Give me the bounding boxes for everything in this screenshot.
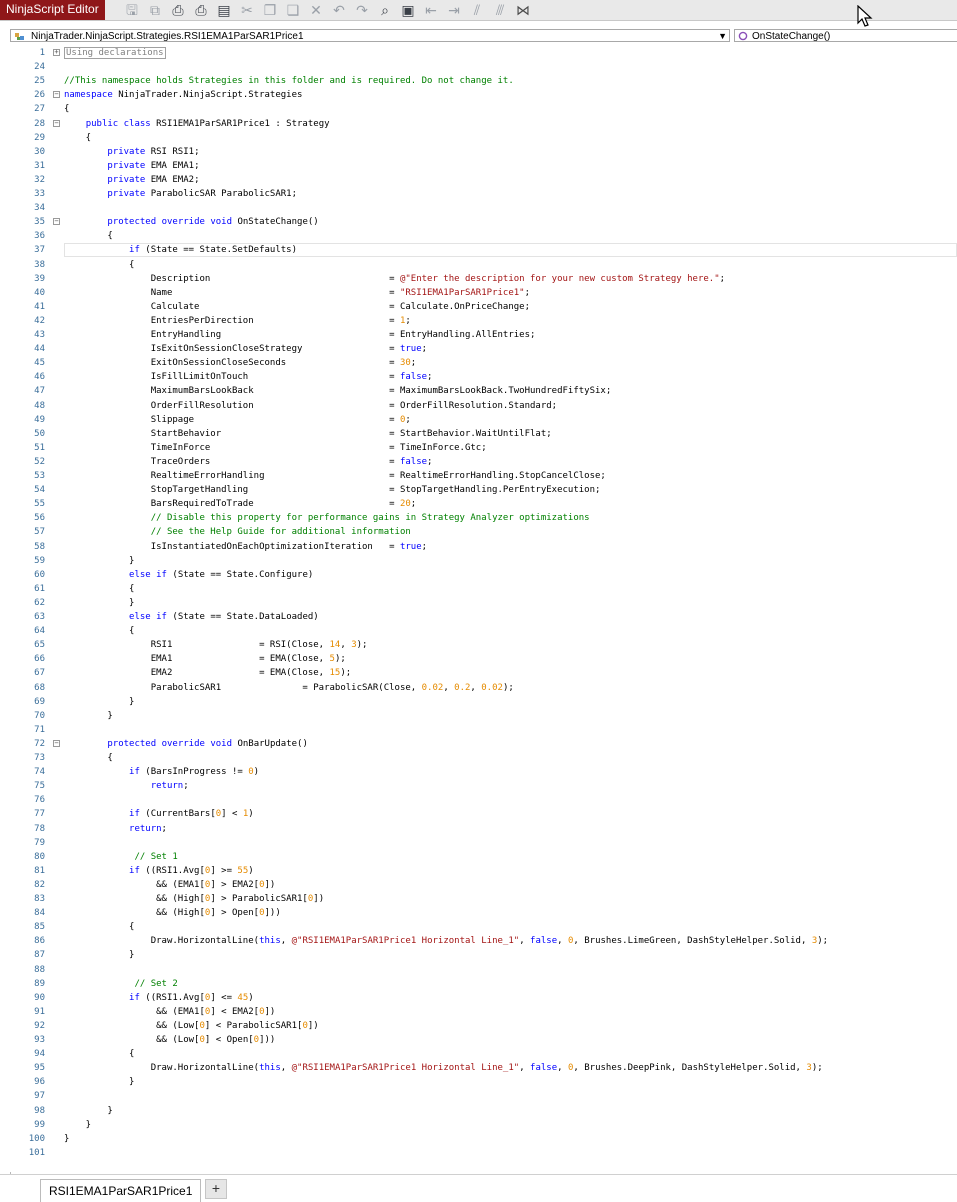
code-text: private RSI RSI1; xyxy=(107,146,200,157)
code-line[interactable] xyxy=(10,300,957,314)
code-text: { xyxy=(64,1049,135,1060)
code-line[interactable] xyxy=(10,384,957,398)
code-line[interactable] xyxy=(10,258,957,272)
line-number: 65 xyxy=(34,640,45,651)
code-text: Description = @"Enter the description for your new custom Strategy here."; xyxy=(64,273,726,284)
code-text: } xyxy=(64,1105,113,1116)
visual-studio-icon[interactable]: ⋈ xyxy=(516,2,530,18)
code-line[interactable] xyxy=(10,850,957,864)
line-number: 41 xyxy=(34,301,45,312)
code-line[interactable] xyxy=(10,74,957,88)
line-number: 72 xyxy=(34,738,45,749)
line-number: 71 xyxy=(34,724,45,735)
indent-icon[interactable]: ⇥ xyxy=(448,2,460,18)
code-line[interactable] xyxy=(10,723,957,737)
line-number: 47 xyxy=(34,386,45,397)
line-number: 39 xyxy=(34,273,45,284)
print-preview-icon[interactable]: ⎙ xyxy=(195,2,207,18)
code-text: OrderFillResolution = OrderFillResolution.Standard; xyxy=(64,400,558,411)
document-tab-bar xyxy=(0,1174,957,1201)
code-text: { xyxy=(64,753,113,763)
delete-icon[interactable]: ✕ xyxy=(310,2,322,18)
code-line[interactable] xyxy=(10,1019,957,1033)
chevron-down-icon[interactable]: ▼ xyxy=(718,31,727,41)
line-number: 58 xyxy=(34,541,45,552)
line-number: 27 xyxy=(34,104,45,115)
code-text: Name = "RSI1EMA1ParSAR1Price1"; xyxy=(64,287,530,298)
find-icon[interactable]: ⌕ xyxy=(381,2,389,18)
method-icon xyxy=(738,31,748,41)
copy-icon[interactable]: ❐ xyxy=(263,2,277,18)
code-line[interactable] xyxy=(10,822,957,836)
code-text: // Set 2 xyxy=(134,978,178,989)
line-number: 78 xyxy=(34,823,45,834)
comment-icon[interactable]: ⫽ xyxy=(473,2,481,18)
line-number: 38 xyxy=(34,259,45,270)
code-text: ExitOnSessionCloseSeconds = 30; xyxy=(64,358,417,369)
code-text: if (BarsInProgress != 0) xyxy=(129,767,260,778)
line-number: 67 xyxy=(34,668,45,679)
line-number: 60 xyxy=(34,569,45,580)
code-text: else if (State == State.DataLoaded) xyxy=(129,612,319,622)
code-text: TimeInForce = TimeInForce.Gtc; xyxy=(64,442,487,453)
line-number: 1 xyxy=(39,48,45,58)
code-line[interactable] xyxy=(10,1118,957,1132)
code-line[interactable] xyxy=(10,272,957,286)
code-line[interactable] xyxy=(10,441,957,455)
code-text: private EMA EMA2; xyxy=(107,174,200,185)
line-number: 48 xyxy=(34,400,45,411)
code-line[interactable] xyxy=(10,342,957,356)
code-line[interactable] xyxy=(10,779,957,793)
code-line[interactable] xyxy=(10,469,957,483)
code-line[interactable] xyxy=(10,1005,957,1019)
line-number: 95 xyxy=(34,1063,45,1074)
code-line[interactable] xyxy=(10,963,957,977)
code-line[interactable] xyxy=(10,328,957,342)
line-number: 44 xyxy=(34,344,45,355)
run-icon[interactable]: ▣ xyxy=(401,2,415,18)
code-text: //This namespace holds Strategies in this folder and is required. Do not change it. xyxy=(64,76,514,87)
code-line[interactable] xyxy=(10,906,957,920)
code-text: TraceOrders = false; xyxy=(64,456,433,467)
code-line[interactable] xyxy=(10,807,957,821)
line-number: 76 xyxy=(34,795,45,806)
code-text: public class RSI1EMA1ParSAR1Price1 : Strategy xyxy=(85,118,330,129)
code-text: && (Low[0] < Open[0])) xyxy=(64,1035,276,1045)
code-line[interactable] xyxy=(10,455,957,469)
line-number: 91 xyxy=(34,1006,45,1017)
code-line[interactable] xyxy=(10,582,957,596)
code-text: Slippage = 0; xyxy=(64,414,411,425)
outdent-icon[interactable]: ⇤ xyxy=(425,2,437,18)
class-selector-value: NinjaTrader.NinjaScript.Strategies.RSI1EMA1ParSAR1Price1 xyxy=(31,31,304,42)
code-text: IsFillLimitOnTouch = false; xyxy=(64,372,433,383)
code-line[interactable] xyxy=(10,1075,957,1089)
redo-icon[interactable]: ↷ xyxy=(356,2,368,18)
code-text: return; xyxy=(150,781,189,792)
code-line[interactable] xyxy=(10,709,957,723)
line-number: 84 xyxy=(34,908,45,919)
code-text: StopTargetHandling = StopTargetHandling.PerEntryExecution; xyxy=(64,485,601,496)
undo-icon[interactable]: ↶ xyxy=(333,2,345,18)
code-text: protected override void OnBarUpdate() xyxy=(107,738,308,749)
line-number: 75 xyxy=(34,781,45,792)
line-number: 29 xyxy=(34,132,45,143)
line-number: 24 xyxy=(34,62,45,73)
line-number: 46 xyxy=(34,372,45,383)
code-text: && (EMA1[0] > EMA2[0]) xyxy=(64,879,276,890)
code-text: } xyxy=(64,1119,92,1130)
line-number: 79 xyxy=(34,837,45,848)
line-number: 56 xyxy=(34,513,45,524)
line-number: 98 xyxy=(34,1105,45,1116)
code-line[interactable] xyxy=(10,1132,957,1146)
line-number: 51 xyxy=(34,442,45,453)
member-selector-value: OnStateChange() xyxy=(752,31,831,42)
code-text: Calculate = Calculate.OnPriceChange; xyxy=(64,301,530,312)
code-line[interactable] xyxy=(10,638,957,652)
code-text: { xyxy=(64,104,70,115)
code-text: Draw.HorizontalLine(this, @"RSI1EMA1ParSAR1Price1 Horizontal Line_1", false, 0, Brushes.LimeGreen, DashStyleHelper.Solid, 3); xyxy=(64,936,829,947)
code-line[interactable] xyxy=(10,46,957,60)
add-tab-button[interactable]: + xyxy=(205,1179,227,1199)
code-text: if ((RSI1.Avg[0] <= 45) xyxy=(129,992,254,1003)
line-number: 96 xyxy=(34,1077,45,1088)
code-text: MaximumBarsLookBack = MaximumBarsLookBack.TwoHundredFiftySix; xyxy=(64,386,612,397)
line-number: 69 xyxy=(34,696,45,707)
code-line[interactable] xyxy=(10,652,957,666)
line-number: 80 xyxy=(34,851,45,862)
code-line[interactable] xyxy=(10,765,957,779)
code-text: protected override void OnStateChange() xyxy=(107,217,319,228)
code-text: EMA1 = EMA(Close, 5); xyxy=(64,654,346,665)
line-number: 68 xyxy=(34,682,45,693)
collapsed-region-label[interactable]: Using declarations xyxy=(66,48,164,58)
code-line[interactable] xyxy=(10,356,957,370)
code-text: { xyxy=(64,259,135,270)
code-text: namespace NinjaTrader.NinjaScript.Strategies xyxy=(64,90,303,101)
line-number: 87 xyxy=(34,950,45,961)
line-number: 61 xyxy=(34,583,45,594)
code-text: && (EMA1[0] < EMA2[0]) xyxy=(64,1006,276,1017)
print-icon[interactable]: ⎙ xyxy=(172,2,184,18)
code-line[interactable] xyxy=(10,370,957,384)
code-line[interactable] xyxy=(10,596,957,610)
collapse-region-icon[interactable]: − xyxy=(54,738,59,747)
expand-region-icon[interactable]: + xyxy=(54,48,59,56)
collapse-region-icon[interactable]: − xyxy=(54,90,59,99)
line-number: 33 xyxy=(34,189,45,199)
code-line[interactable] xyxy=(10,483,957,497)
code-text: } xyxy=(64,555,135,566)
line-number: 88 xyxy=(34,964,45,975)
code-text: { xyxy=(64,583,135,594)
line-number: 85 xyxy=(34,922,45,933)
code-line[interactable] xyxy=(10,243,957,257)
line-number: 94 xyxy=(34,1049,45,1060)
code-line[interactable] xyxy=(10,525,957,539)
code-text: } xyxy=(64,1133,70,1144)
code-line[interactable] xyxy=(10,102,957,116)
code-line[interactable] xyxy=(10,1047,957,1061)
code-line[interactable] xyxy=(10,117,957,131)
code-line[interactable] xyxy=(10,540,957,554)
code-line[interactable] xyxy=(10,427,957,441)
code-text: // See the Help Guide for additional information xyxy=(150,527,411,538)
code-text: EntryHandling = EntryHandling.AllEntries; xyxy=(64,330,536,340)
title-bar xyxy=(0,0,957,21)
code-line[interactable] xyxy=(10,413,957,427)
code-text: else if (State == State.Configure) xyxy=(129,569,314,580)
code-text: RealtimeErrorHandling = RealtimeErrorHandling.StopCancelClose; xyxy=(64,471,606,481)
line-number: 62 xyxy=(34,597,45,608)
code-line[interactable] xyxy=(10,1146,957,1160)
code-text: StartBehavior = StartBehavior.WaitUntilFlat; xyxy=(64,428,552,439)
code-text: && (High[0] > ParabolicSAR1[0]) xyxy=(64,894,325,904)
code-line[interactable] xyxy=(10,1104,957,1118)
code-text: ParabolicSAR1 = ParabolicSAR(Close, 0.02, 0.2, 0.02); xyxy=(64,682,514,693)
code-text: if (CurrentBars[0] < 1) xyxy=(129,809,254,820)
line-number: 90 xyxy=(34,992,45,1003)
line-number: 92 xyxy=(34,1020,45,1031)
code-line[interactable] xyxy=(10,977,957,991)
code-line[interactable] xyxy=(10,497,957,511)
line-number: 89 xyxy=(34,978,45,989)
line-number: 100 xyxy=(28,1133,45,1144)
line-number: 63 xyxy=(34,612,45,622)
line-number: 93 xyxy=(34,1035,45,1045)
code-text: // Disable this property for performance gains in Strategy Analyzer optimizations xyxy=(150,513,590,524)
member-selector[interactable] xyxy=(734,29,957,42)
code-line[interactable] xyxy=(10,991,957,1005)
code-text: { xyxy=(64,132,92,143)
line-number: 86 xyxy=(34,936,45,947)
code-line[interactable] xyxy=(10,836,957,850)
code-text: // Set 1 xyxy=(134,851,178,862)
line-number: 55 xyxy=(34,499,45,510)
line-number: 35 xyxy=(34,217,45,228)
line-number: 32 xyxy=(34,174,45,185)
line-number: 42 xyxy=(34,315,45,326)
uncomment-icon[interactable]: ⫻ xyxy=(495,2,505,18)
code-line[interactable] xyxy=(10,624,957,638)
line-number: 99 xyxy=(34,1119,45,1130)
code-line[interactable] xyxy=(10,892,957,906)
line-number: 53 xyxy=(34,471,45,481)
toolbar xyxy=(124,0,531,20)
code-text: private ParabolicSAR ParabolicSAR1; xyxy=(107,189,298,199)
code-text: Draw.HorizontalLine(this, @"RSI1EMA1ParSAR1Price1 Horizontal Line_1", false, 0, Brushes.DeepPink, DashStyleHelper.Solid, 3); xyxy=(64,1063,823,1074)
line-number: 74 xyxy=(34,767,45,778)
save-all-icon[interactable]: ⧉ xyxy=(150,2,160,18)
code-line[interactable] xyxy=(10,145,957,159)
namespace-icon xyxy=(14,31,26,42)
code-line[interactable] xyxy=(10,201,957,215)
save-icon[interactable]: 🖫 xyxy=(126,2,138,18)
code-text: IsExitOnSessionCloseStrategy = true; xyxy=(64,344,428,355)
line-number: 36 xyxy=(34,231,45,242)
code-line[interactable] xyxy=(10,920,957,934)
line-number: 57 xyxy=(34,527,45,538)
line-number: 54 xyxy=(34,485,45,496)
mouse-cursor-icon xyxy=(857,5,873,29)
line-number: 28 xyxy=(34,118,45,129)
line-number: 64 xyxy=(34,626,45,637)
code-text: if (State == State.SetDefaults) xyxy=(129,245,298,256)
line-number: 59 xyxy=(34,555,45,566)
code-line[interactable] xyxy=(10,511,957,525)
code-text: && (Low[0] < ParabolicSAR1[0]) xyxy=(64,1020,319,1031)
line-number: 101 xyxy=(28,1147,45,1158)
code-text xyxy=(64,46,166,60)
line-number: 37 xyxy=(34,245,45,256)
cut-icon[interactable]: ✂ xyxy=(241,2,253,18)
line-number: 52 xyxy=(34,456,45,467)
code-text: private EMA EMA1; xyxy=(107,160,200,171)
paste-icon[interactable]: ❏ xyxy=(286,2,300,18)
code-line[interactable] xyxy=(10,878,957,892)
line-number: 26 xyxy=(34,90,45,101)
tab-rsi1ema1parsar1price1[interactable]: RSI1EMA1ParSAR1Price1 xyxy=(40,1179,201,1202)
code-line[interactable] xyxy=(10,751,957,765)
code-line[interactable] xyxy=(10,610,957,624)
code-text: if ((RSI1.Avg[0] >= 55) xyxy=(129,865,254,876)
collapse-region-icon[interactable]: − xyxy=(54,118,59,127)
code-line[interactable] xyxy=(10,737,957,751)
code-line[interactable] xyxy=(10,864,957,878)
code-text: { xyxy=(64,626,135,637)
code-text: IsInstantiatedOnEachOptimizationIteration = true; xyxy=(64,541,428,552)
code-text: } xyxy=(64,696,135,707)
line-number: 43 xyxy=(34,330,45,340)
compile-icon[interactable]: ▤ xyxy=(217,2,231,18)
code-editor[interactable] xyxy=(10,44,957,1172)
code-line[interactable] xyxy=(10,399,957,413)
code-text: EMA2 = EMA(Close, 15); xyxy=(64,668,352,679)
code-line[interactable] xyxy=(10,1089,957,1103)
line-number: 97 xyxy=(34,1091,45,1102)
line-number: 31 xyxy=(34,160,45,171)
code-text: EntriesPerDirection = 1; xyxy=(64,315,411,326)
app-title: NinjaScript Editor xyxy=(0,0,105,20)
code-line[interactable] xyxy=(10,131,957,145)
code-text: && (High[0] > Open[0])) xyxy=(64,908,281,919)
line-number: 77 xyxy=(34,809,45,820)
collapse-region-icon[interactable]: − xyxy=(54,217,59,226)
code-line[interactable] xyxy=(10,60,957,74)
code-line[interactable] xyxy=(10,793,957,807)
code-line[interactable] xyxy=(10,88,957,102)
code-line[interactable] xyxy=(10,159,957,173)
code-text: } xyxy=(64,597,135,608)
code-text: { xyxy=(64,922,135,933)
code-line[interactable] xyxy=(10,554,957,568)
code-line[interactable] xyxy=(10,187,957,201)
line-number: 73 xyxy=(34,753,45,763)
code-line[interactable] xyxy=(10,568,957,582)
code-text: RSI1 = RSI(Close, 14, 3); xyxy=(64,640,368,651)
code-text: } xyxy=(64,1077,135,1088)
code-line[interactable] xyxy=(10,666,957,680)
code-line[interactable] xyxy=(10,948,957,962)
code-line[interactable] xyxy=(10,934,957,948)
code-line[interactable] xyxy=(10,681,957,695)
line-number: 25 xyxy=(34,76,45,87)
code-text: } xyxy=(64,710,113,721)
class-selector[interactable] xyxy=(10,29,730,42)
code-text: return; xyxy=(129,823,167,834)
line-number: 70 xyxy=(34,710,45,721)
code-line[interactable] xyxy=(10,1033,957,1047)
code-line[interactable] xyxy=(10,173,957,187)
line-number: 83 xyxy=(34,894,45,904)
code-text: } xyxy=(64,950,135,961)
code-line[interactable] xyxy=(10,229,957,243)
line-number: 49 xyxy=(34,414,45,425)
line-number: 66 xyxy=(34,654,45,665)
line-number: 40 xyxy=(34,287,45,298)
code-line[interactable] xyxy=(10,1061,957,1075)
code-text: BarsRequiredToTrade = 20; xyxy=(64,499,417,510)
code-text: { xyxy=(64,231,113,242)
line-number: 30 xyxy=(34,146,45,157)
line-number: 34 xyxy=(34,203,45,214)
line-number: 45 xyxy=(34,358,45,369)
navigation-bar xyxy=(10,29,957,43)
line-number: 81 xyxy=(34,865,45,876)
code-line[interactable] xyxy=(10,695,957,709)
line-number: 82 xyxy=(34,879,45,890)
code-line[interactable] xyxy=(10,314,957,328)
code-line[interactable] xyxy=(10,215,957,229)
code-line[interactable] xyxy=(10,286,957,300)
line-number: 50 xyxy=(34,428,45,439)
